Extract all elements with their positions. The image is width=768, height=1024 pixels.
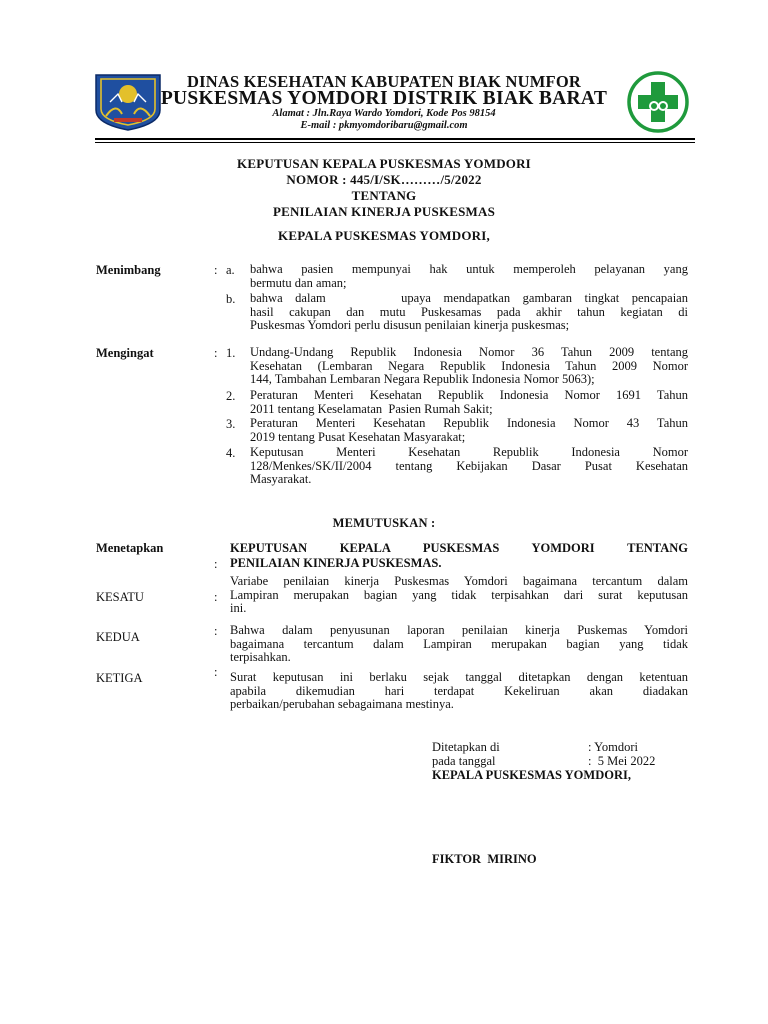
- menimbang-b-index: b.: [226, 292, 236, 306]
- date-value: : 5 Mei 2022: [588, 754, 656, 768]
- email-line: E-mail : pkmyomdoribaru@gmail.com: [300, 120, 468, 131]
- ketiga-text: Surat keputusan ini berlaku sejak tanggal ditetapkan dengan ketentuan apabila dikemudian hari terdapat Kekeliruan akan diadakan perbaikan/perubahan sebagaimana mestinya.: [230, 670, 688, 711]
- signatory-position: KEPALA PUSKESMAS YOMDORI,: [432, 768, 631, 782]
- menetapkan-colon: :: [214, 557, 218, 571]
- mengingat-4-text: Keputusan Menteri Kesehatan Republik Indonesia Nomor 128/Menkes/SK/II/2004 tentang Kebijakan Dasar Pusat Kesehatan Masyarakat.: [250, 445, 688, 486]
- date-label: pada tanggal: [432, 754, 496, 768]
- place-value: : Yomdori: [588, 740, 639, 754]
- memutuskan-heading: MEMUTUSKAN :: [332, 516, 436, 530]
- menimbang-colon: :: [214, 263, 218, 277]
- decree-title: KEPUTUSAN KEPALA PUSKESMAS YOMDORI: [237, 156, 531, 171]
- header-rule-thin: [95, 142, 695, 143]
- mengingat-3-index: 3.: [226, 417, 236, 431]
- kesatu-colon: :: [214, 590, 218, 604]
- menimbang-a-index: a.: [226, 263, 235, 277]
- signatory-name: FIKTOR MIRINO: [432, 852, 537, 866]
- decree-authority: KEPALA PUSKESMAS YOMDORI,: [278, 228, 490, 243]
- kesatu-text: Variabe penilaian kinerja Puskesmas Yomdori bagaimana tercantum dalam Lampiran merupakan bagian yang tidak terpisahkan dari surat keputusan ini.: [230, 574, 688, 615]
- ketiga-label: KETIGA: [96, 671, 143, 685]
- mengingat-label: Mengingat: [96, 346, 154, 360]
- menimbang-b-text: bahwa dalam upaya mendapatkan gambaran tingkat pencapaian hasil cakupan dan mutu Puskesamas pada akhir tahun kegiatan di Puskesmas Yomdori perlu disusun penilaian kinerja puskesmas;: [250, 291, 688, 332]
- menetapkan-label: Menetapkan: [96, 541, 164, 555]
- decree-subject: PENILAIAN KINERJA PUSKESMAS: [272, 204, 496, 219]
- agency-name: DINAS KESEHATAN KABUPATEN BIAK NUMFOR: [187, 72, 581, 91]
- kedua-label: KEDUA: [96, 630, 140, 644]
- mengingat-2-index: 2.: [226, 389, 236, 403]
- mengingat-4-index: 4.: [226, 446, 236, 460]
- ketiga-colon: :: [214, 665, 218, 679]
- address-line: Alamat : Jln.Raya Wardo Yomdori, Kode Pos 98154: [272, 108, 496, 119]
- decree-number: NOMOR : 445/I/SK………/5/2022: [286, 172, 482, 187]
- mengingat-2-text: Peraturan Menteri Kesehatan Republik Indonesia Nomor 1691 Tahun 2011 tentang Keselamatan Pasien Rumah Sakit;: [250, 388, 688, 416]
- mengingat-colon: :: [214, 346, 218, 360]
- menimbang-a-text: bahwa pasien mempunyai hak untuk memperoleh pelayanan yang bermutu dan aman;: [250, 262, 688, 290]
- institution-name: PUSKESMAS YOMDORI DISTRIK BIAK BARAT: [160, 88, 608, 109]
- menimbang-label: Menimbang: [96, 263, 161, 277]
- kedua-text: Bahwa dalam penyusunan laporan penilaian kinerja Puskemas Yomdori bagaimana tercantum dalam Lampiran merupakan bagian yang tidak terpisahkan.: [230, 623, 688, 664]
- mengingat-3-text: Peraturan Menteri Kesehatan Republik Indonesia Nomor 43 Tahun 2019 tentang Pusat Kesehatan Masyarakat;: [250, 416, 688, 444]
- kesatu-label: KESATU: [96, 590, 144, 604]
- decree-tentang: TENTANG: [351, 188, 417, 203]
- mengingat-1-index: 1.: [226, 346, 236, 360]
- menetapkan-text: KEPUTUSAN KEPALA PUSKESMAS YOMDORI TENTANG PENILAIAN KINERJA PUSKESMAS.: [230, 541, 688, 570]
- mengingat-1-text: Undang-Undang Republik Indonesia Nomor 36 Tahun 2009 tentang Kesehatan (Lembaran Negara Republik Indonesia Tahun 2009 Nomor 144, Tambahan Lembaran Negara Republik Indonesia Nomor 5063);: [250, 345, 688, 386]
- header-rule-thick: [95, 138, 695, 140]
- kedua-colon: :: [214, 624, 218, 638]
- place-label: Ditetapkan di: [432, 740, 500, 754]
